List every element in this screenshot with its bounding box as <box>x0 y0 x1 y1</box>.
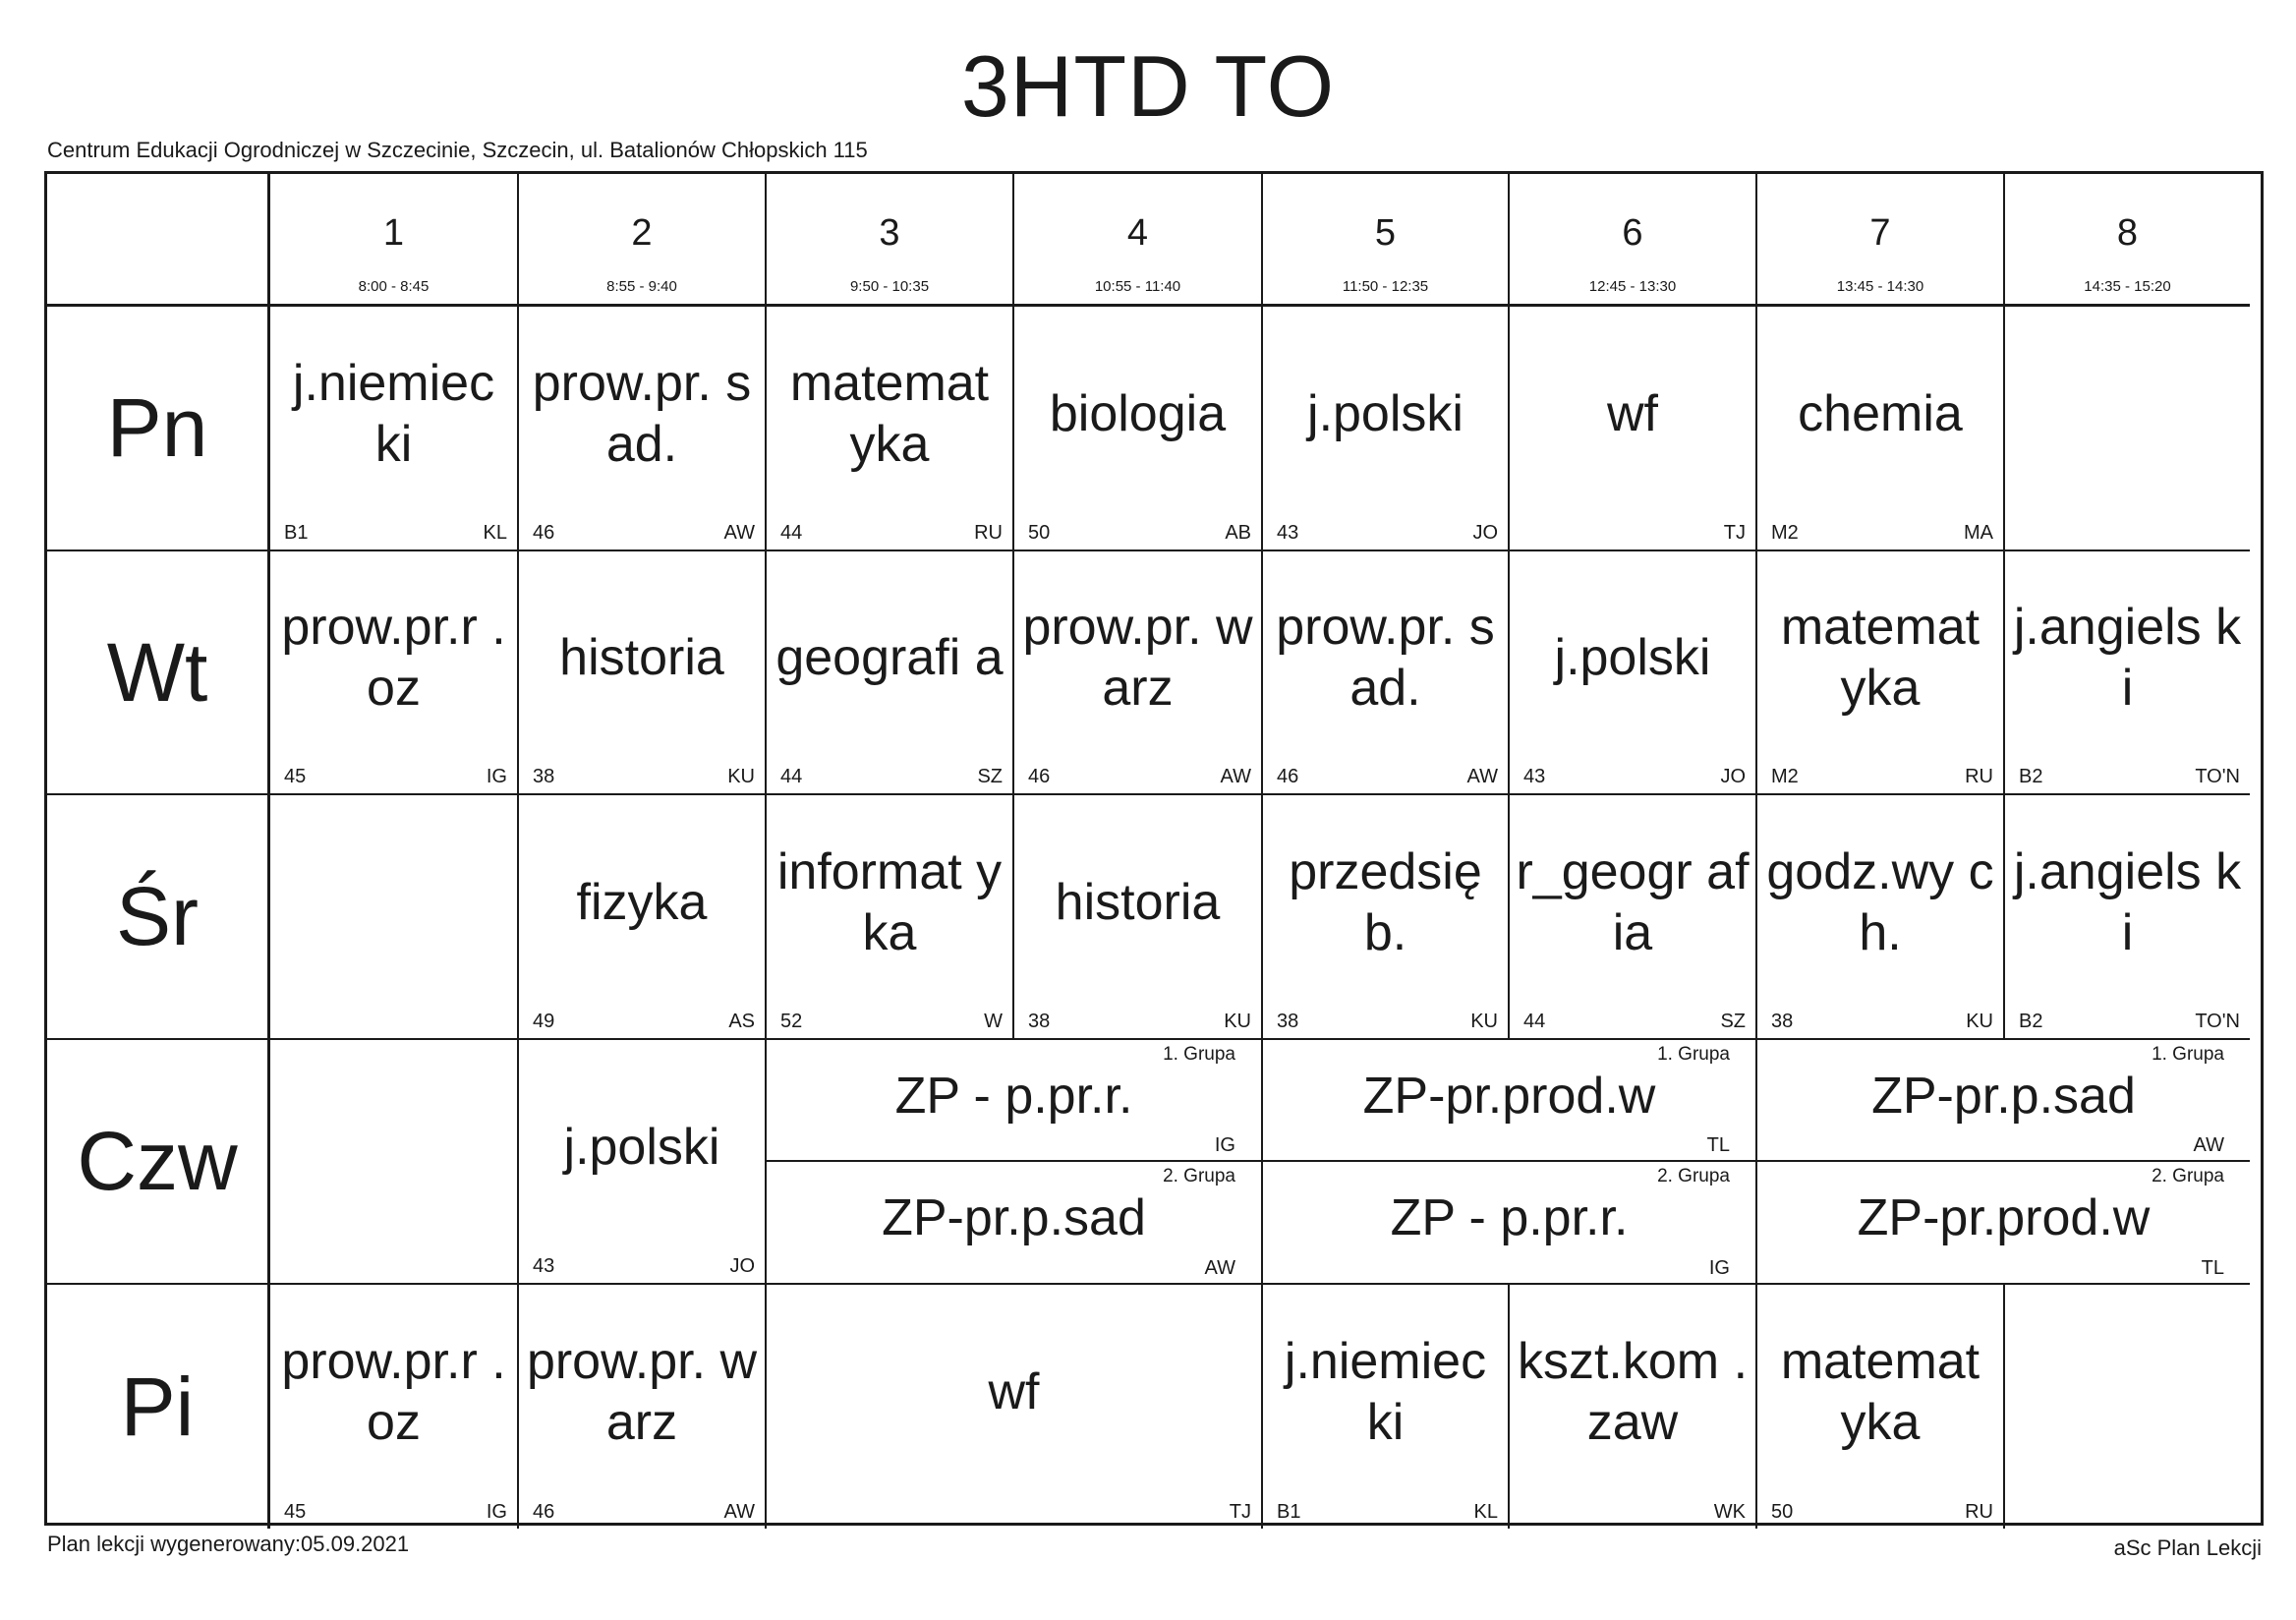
group-label: 2. Grupa <box>2152 1166 2224 1186</box>
lesson-room: 44 <box>780 766 803 787</box>
lesson-room: B1 <box>284 522 309 544</box>
lesson-cell[interactable] <box>1014 551 1263 795</box>
period-time: 10:55 - 11:40 <box>1094 278 1181 295</box>
lesson-room: M2 <box>1771 522 1799 544</box>
lesson-room: 38 <box>533 766 555 787</box>
lesson-subject: r_geogr afia <box>1516 842 1750 961</box>
lesson-teacher: KU <box>1966 1011 1993 1032</box>
lesson-cell[interactable] <box>767 1285 1263 1529</box>
lesson-room: 50 <box>1028 522 1051 544</box>
lesson-subject: chemia <box>1798 384 1963 442</box>
lesson-cell[interactable] <box>767 551 1014 795</box>
lesson-teacher: TL <box>2201 1257 2224 1279</box>
lesson-cell[interactable] <box>1014 307 1263 551</box>
period-number: 7 <box>1869 212 1891 254</box>
period-header-2 <box>519 174 767 307</box>
group-label: 1. Grupa <box>1657 1044 1730 1065</box>
lesson-teacher: IG <box>486 1501 507 1523</box>
period-number: 6 <box>1622 212 1643 254</box>
lesson-teacher: TJ <box>1723 522 1746 544</box>
period-number: 4 <box>1126 212 1149 254</box>
period-number: 1 <box>382 212 405 254</box>
lesson-subject: wf <box>1607 384 1658 442</box>
lesson-room: 38 <box>1277 1011 1299 1032</box>
lesson-subject: przedsię b. <box>1289 842 1482 961</box>
period-time: 11:50 - 12:35 <box>1342 278 1429 295</box>
lesson-subject: prow.pr. warz <box>526 1333 758 1451</box>
lesson-teacher: KU <box>727 766 755 787</box>
lesson-cell[interactable] <box>519 1040 767 1285</box>
lesson-teacher: AB <box>1225 522 1251 544</box>
lesson-cell[interactable] <box>2005 551 2250 795</box>
lesson-subject: prow.pr.r .oz <box>281 599 506 717</box>
lesson-room: 46 <box>1028 766 1051 787</box>
day-label-pi: Pi <box>47 1285 270 1529</box>
lesson-teacher: KU <box>1224 1011 1251 1032</box>
lesson-teacher: RU <box>1965 766 1993 787</box>
group-lesson-cell[interactable] <box>1757 1162 2250 1285</box>
lesson-room: 46 <box>533 1501 555 1523</box>
period-header-7 <box>1757 174 2005 307</box>
lesson-cell[interactable] <box>1263 795 1510 1040</box>
lesson-subject: matemat yka <box>1780 1333 1980 1451</box>
lesson-cell[interactable] <box>1510 1285 1757 1529</box>
group-lesson-cell[interactable] <box>1263 1162 1757 1285</box>
lesson-teacher: IG <box>486 766 507 787</box>
group-lesson-cell[interactable] <box>1757 1040 2250 1162</box>
lesson-subject: prow.pr. warz <box>1022 599 1253 717</box>
group-lesson-cell[interactable] <box>767 1162 1263 1285</box>
lesson-cell[interactable] <box>2005 795 2250 1040</box>
lesson-teacher: AW <box>1220 766 1251 787</box>
period-time: 14:35 - 15:20 <box>2084 278 2171 295</box>
lesson-room: B2 <box>2019 766 2043 787</box>
lesson-teacher: JO <box>1720 766 1746 787</box>
lesson-teacher: KL <box>483 522 507 544</box>
lesson-room: B2 <box>2019 1011 2043 1032</box>
empty-cell <box>270 795 519 1040</box>
lesson-subject: prow.pr. sad. <box>1276 599 1495 717</box>
lesson-subject: j.polski <box>1554 629 1711 686</box>
period-header-1 <box>270 174 519 307</box>
lesson-cell[interactable] <box>519 307 767 551</box>
lesson-subject: j.polski <box>563 1118 720 1176</box>
period-time: 8:00 - 8:45 <box>358 278 430 295</box>
lesson-cell[interactable] <box>1510 795 1757 1040</box>
lesson-subject: wf <box>988 1363 1040 1420</box>
lesson-cell[interactable] <box>270 307 519 551</box>
lesson-room: 38 <box>1771 1011 1794 1032</box>
lesson-subject: historia <box>1055 873 1221 931</box>
school-address: Centrum Edukacji Ogrodniczej w Szczecinie, Szczecin, ul. Batalionów Chłopskich 115 <box>47 138 868 162</box>
lesson-room: 43 <box>1277 522 1299 544</box>
lesson-room: M2 <box>1771 766 1799 787</box>
lesson-room: 44 <box>780 522 803 544</box>
group-lesson-cell[interactable] <box>1263 1040 1757 1162</box>
generator-credit: aSc Plan Lekcji <box>2113 1535 2262 1560</box>
lesson-teacher: TL <box>1706 1134 1730 1156</box>
lesson-subject: prow.pr. sad. <box>532 354 752 473</box>
lesson-subject: geografi a <box>775 629 1004 686</box>
period-time: 13:45 - 14:30 <box>1836 278 1924 295</box>
lesson-teacher: AW <box>723 522 755 544</box>
lesson-room: B1 <box>1277 1501 1301 1523</box>
lesson-subject: biologia <box>1049 384 1227 442</box>
lesson-subject: j.polski <box>1307 384 1464 442</box>
empty-cell <box>2005 1285 2250 1529</box>
lesson-cell[interactable] <box>1510 307 1757 551</box>
lesson-subject: ZP-pr.prod.w <box>1362 1068 1656 1125</box>
lesson-cell[interactable] <box>1263 1285 1510 1529</box>
lesson-teacher: AW <box>1204 1257 1235 1279</box>
lesson-subject: prow.pr.r .oz <box>281 1333 506 1451</box>
lesson-teacher: JO <box>1472 522 1498 544</box>
lesson-room: 49 <box>533 1011 555 1032</box>
period-number: 2 <box>631 212 653 254</box>
group-label: 2. Grupa <box>1657 1166 1730 1186</box>
lesson-cell[interactable] <box>767 307 1014 551</box>
lesson-cell[interactable] <box>1263 307 1510 551</box>
lesson-subject: ZP-pr.p.sad <box>1871 1068 2136 1125</box>
lesson-room: 46 <box>1277 766 1299 787</box>
lesson-cell[interactable] <box>767 795 1014 1040</box>
lesson-teacher: SZ <box>1720 1011 1746 1032</box>
lesson-teacher: W <box>984 1011 1003 1032</box>
period-number: 5 <box>1374 212 1397 254</box>
lesson-cell[interactable] <box>270 551 519 795</box>
lesson-room: 38 <box>1028 1011 1051 1032</box>
period-time: 8:55 - 9:40 <box>606 278 677 295</box>
lesson-cell[interactable] <box>1757 1285 2005 1529</box>
lesson-subject: ZP-pr.prod.w <box>1857 1189 2151 1246</box>
lesson-teacher: JO <box>729 1255 755 1277</box>
lesson-subject: ZP - p.pr.r. <box>894 1068 1133 1125</box>
period-time: 9:50 - 10:35 <box>849 278 930 295</box>
lesson-subject: j.angiels ki <box>2013 842 2242 961</box>
lesson-teacher: AW <box>723 1501 755 1523</box>
lesson-teacher: TO'N <box>2195 766 2240 787</box>
lesson-cell[interactable] <box>519 795 767 1040</box>
lesson-subject: matemat yka <box>1780 599 1980 717</box>
lesson-room: 46 <box>533 522 555 544</box>
lesson-subject: matemat yka <box>789 354 990 473</box>
group-label: 2. Grupa <box>1163 1166 1235 1186</box>
group-label: 1. Grupa <box>1163 1044 1235 1065</box>
lesson-subject: fizyka <box>576 873 708 931</box>
generated-date: Plan lekcji wygenerowany:05.09.2021 <box>47 1532 410 1556</box>
period-header-3 <box>767 174 1014 307</box>
lesson-teacher: TO'N <box>2195 1011 2240 1032</box>
lesson-teacher: KL <box>1473 1501 1498 1523</box>
lesson-teacher: WK <box>1713 1501 1746 1523</box>
period-time: 12:45 - 13:30 <box>1588 278 1677 295</box>
period-header-4 <box>1014 174 1263 307</box>
lesson-subject: kszt.kom .zaw <box>1517 1333 1749 1451</box>
lesson-subject: j.angiels ki <box>2013 599 2242 717</box>
day-label-sr: Śr <box>47 795 270 1040</box>
lesson-teacher: AS <box>728 1011 755 1032</box>
day-label-wt: Wt <box>47 551 270 795</box>
lesson-subject: ZP - p.pr.r. <box>1390 1189 1629 1246</box>
period-header-8 <box>2005 174 2250 307</box>
lesson-cell[interactable] <box>1263 551 1510 795</box>
period-header-6 <box>1510 174 1757 307</box>
corner-cell <box>47 174 270 307</box>
lesson-teacher: SZ <box>977 766 1003 787</box>
lesson-teacher: MA <box>1964 522 1993 544</box>
group-lesson-cell[interactable] <box>767 1040 1263 1162</box>
lesson-teacher: TJ <box>1229 1501 1251 1523</box>
lesson-room: 52 <box>780 1011 803 1032</box>
lesson-subject: ZP-pr.p.sad <box>882 1189 1146 1246</box>
lesson-subject: j.niemiec ki <box>1284 1333 1487 1451</box>
empty-cell <box>2005 307 2250 551</box>
day-label-pn: Pn <box>47 307 270 551</box>
lesson-room: 44 <box>1523 1011 1546 1032</box>
lesson-cell[interactable] <box>1757 551 2005 795</box>
day-label-czw: Czw <box>47 1040 270 1285</box>
lesson-subject: godz.wy ch. <box>1766 842 1994 961</box>
lesson-cell[interactable] <box>1757 795 2005 1040</box>
timetable-grid <box>44 171 2264 1526</box>
lesson-teacher: IG <box>1214 1134 1235 1156</box>
lesson-teacher: IG <box>1708 1257 1730 1279</box>
lesson-cell[interactable] <box>519 551 767 795</box>
lesson-cell[interactable] <box>1510 551 1757 795</box>
lesson-teacher: KU <box>1470 1011 1498 1032</box>
period-header-5 <box>1263 174 1510 307</box>
period-number: 3 <box>879 212 900 254</box>
lesson-teacher: RU <box>974 522 1003 544</box>
empty-cell <box>270 1040 519 1285</box>
lesson-teacher: AW <box>1466 766 1498 787</box>
lesson-room: 45 <box>284 1501 307 1523</box>
period-number: 8 <box>2116 212 2139 254</box>
lesson-cell[interactable] <box>519 1285 767 1529</box>
lesson-room: 43 <box>533 1255 555 1277</box>
lesson-subject: informat yka <box>776 842 1003 961</box>
lesson-room: 43 <box>1523 766 1546 787</box>
lesson-subject: j.niemiec ki <box>292 354 495 473</box>
lesson-teacher: AW <box>2193 1134 2224 1156</box>
lesson-room: 45 <box>284 766 307 787</box>
group-label: 1. Grupa <box>2152 1044 2224 1065</box>
lesson-cell[interactable] <box>270 1285 519 1529</box>
lesson-cell[interactable] <box>1757 307 2005 551</box>
lesson-cell[interactable] <box>1014 795 1263 1040</box>
lesson-teacher: RU <box>1965 1501 1993 1523</box>
lesson-room: 50 <box>1771 1501 1794 1523</box>
lesson-subject: historia <box>559 629 724 686</box>
page-title: 3HTD TO <box>960 37 1336 135</box>
